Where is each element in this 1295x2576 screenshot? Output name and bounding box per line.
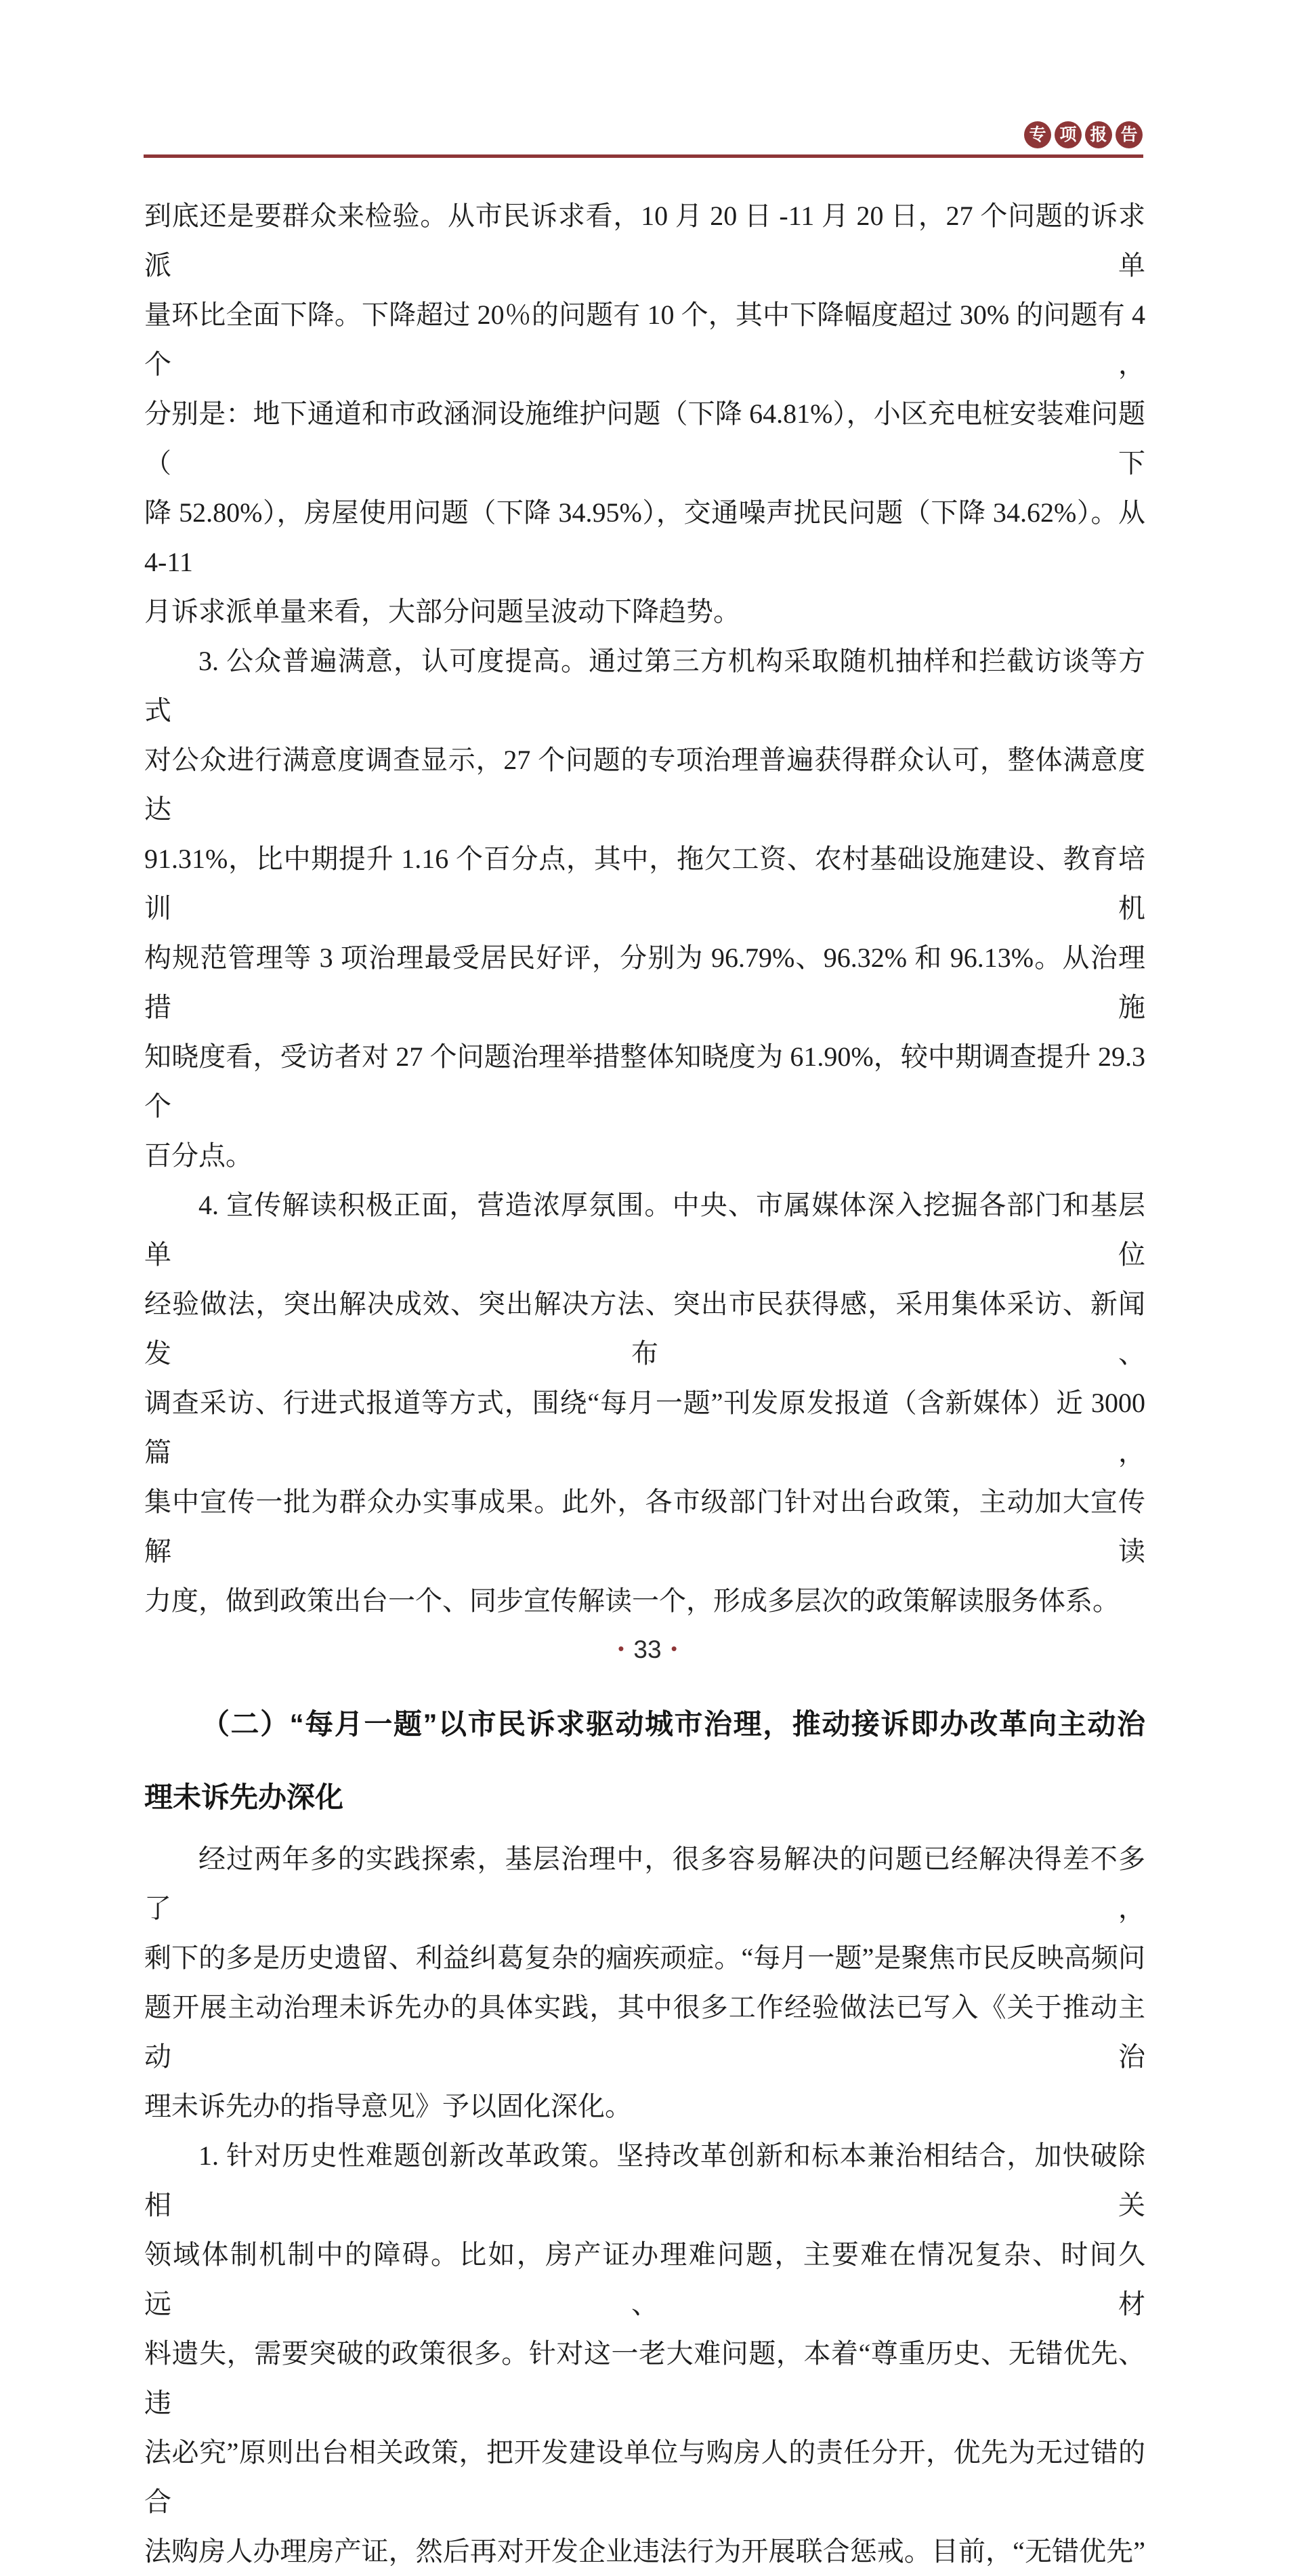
heading-line: 理未诉先办深化 — [144, 1781, 344, 1813]
body-line: 剩下的多是历史遗留、利益纠葛复杂的痼疾顽症。“每月一题”是聚焦市民反映高频问 — [144, 1943, 1145, 1973]
body-line: 经验做法，突出解决成效、突出解决方法、突出市民获得感，采用集体采访、新闻发布、 — [144, 1289, 1145, 1369]
body-line: 法必究”原则出台相关政策，把开发建设单位与购房人的责任分开，优先为无过错的合 — [144, 2437, 1145, 2517]
paragraph — [144, 1834, 1145, 2131]
body-line: 3. 公众普遍满意，认可度提高。通过第三方机构采取随机抽样和拦截访谈等方式 — [144, 646, 1145, 726]
header-rule — [144, 154, 1143, 158]
header-badge: 告 — [1116, 121, 1143, 148]
header-badge: 专 — [1024, 121, 1051, 148]
body-line: 理未诉先办的指导意见》予以固化深化。 — [144, 2091, 632, 2121]
body-line: 量环比全面下降。下降超过 20％的问题有 10 个，其中下降幅度超过 30% 的问题有 4 个， — [144, 299, 1145, 379]
paragraph — [144, 636, 1145, 1180]
header-badge: 项 — [1055, 121, 1082, 148]
header-badge: 报 — [1085, 121, 1112, 148]
body-line: 集中宣传一批为群众办实事成果。此外，各市级部门针对出台政策，主动加大宣传解读 — [144, 1487, 1145, 1566]
body-line: 构规范管理等 3 项治理最受居民好评，分别为 96.79%、96.32% 和 96.13%。从治理措施 — [144, 942, 1145, 1022]
header-badge-group — [1024, 121, 1143, 148]
body-line: 1. 针对历史性难题创新改革政策。坚持改革创新和标本兼治相结合，加快破除相关 — [144, 2140, 1145, 2220]
body-line: 领域体制机制中的障碍。比如，房产证办理难问题，主要难在情况复杂、时间久远、材 — [144, 2239, 1145, 2319]
page-number: 33 — [633, 1636, 662, 1663]
page-footer — [0, 1632, 1295, 1667]
heading-line: （二）“每月一题”以市民诉求驱动城市治理，推动接诉即办改革向主动治 — [201, 1708, 1145, 1740]
body-line: 到底还是要群众来检验。从市民诉求看，10 月 20 日 -11 月 20 日，27 个问题的诉求派单 — [144, 201, 1145, 281]
body-line: 分别是：地下通道和市政涵洞设施维护问题（下降 64.81%），小区充电桩安装难问题（下 — [144, 398, 1145, 478]
body-line: 法购房人办理房产证，然后再对开发企业违法行为开展联合惩戒。目前，“无错优先” — [144, 2536, 1145, 2567]
body-line: 降 52.80%），房屋使用问题（下降 34.95%），交通噪声扰民问题（下降 34.62%）。从 4-11 — [144, 497, 1145, 577]
body-line: 题开展主动治理未诉先办的具体实践，其中很多工作经验做法已写入《关于推动主动治 — [144, 1992, 1145, 2072]
body-line: 91.31%，比中期提升 1.16 个百分点，其中，拖欠工资、农村基础设施建设、教育培训机 — [144, 844, 1145, 923]
body-line: 经过两年多的实践探索，基层治理中，很多容易解决的问题已经解决得差不多了， — [144, 1844, 1145, 1924]
body-line: 4. 宣传解读积极正面，营造浓厚氛围。中央、市属媒体深入挖掘各部门和基层单位 — [144, 1190, 1145, 1270]
paragraph — [144, 191, 1145, 636]
body-line: 料遗失，需要突破的政策很多。针对这一老大难问题，本着“尊重历史、无错优先、违 — [144, 2338, 1145, 2418]
body-line: 月诉求派单量来看，大部分问题呈波动下降趋势。 — [144, 596, 740, 627]
body-line: 知晓度看，受访者对 27 个问题治理举措整体知晓度为 61.90%，较中期调查提升 29.3 个 — [144, 1041, 1145, 1121]
body-line: 对公众进行满意度调查显示，27 个问题的专项治理普遍获得群众认可，整体满意度达 — [144, 745, 1145, 825]
footer-dot-right-icon: • — [671, 1638, 677, 1659]
body-line: 力度，做到政策出台一个、同步宣传解读一个，形成多层次的政策解读服务体系。 — [144, 1585, 1120, 1616]
paragraph — [144, 2131, 1145, 2576]
document-body — [144, 191, 1145, 2576]
section-heading — [144, 1688, 1145, 1834]
body-line: 百分点。 — [144, 1140, 253, 1171]
body-line: 调查采访、行进式报道等方式，围绕“每月一题”刊发原发报道（含新媒体）近 3000 篇， — [144, 1388, 1145, 1468]
footer-dot-left-icon: • — [618, 1638, 624, 1659]
paragraph — [144, 1180, 1145, 1625]
